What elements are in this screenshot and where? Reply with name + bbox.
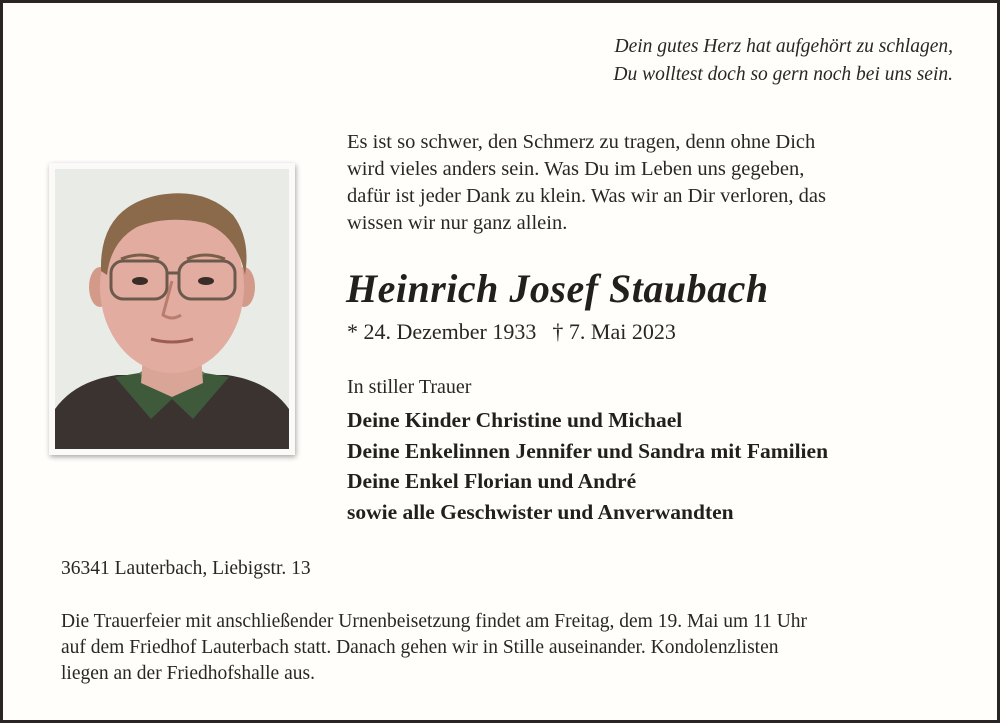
- poem-line: dafür ist jeder Dank zu klein. Was wir an Dir verloren, das: [347, 185, 826, 207]
- motto-line: Dein gutes Herz hat aufgehört zu schlagen,: [614, 36, 953, 57]
- service-line: Die Trauerfeier mit anschließender Urnenbeisetzung findet am Freitag, dem 19. Mai um 11 Uhr: [61, 611, 808, 632]
- life-dates: [347, 319, 676, 345]
- mourner-line: Deine Enkelinnen Jennifer und Sandra mit Familien: [347, 438, 829, 463]
- funeral-service-info: [61, 609, 807, 687]
- deceased-name: Heinrich Josef Staubach: [346, 266, 769, 311]
- mourner-line: sowie alle Geschwister und Anverwandten: [347, 499, 734, 524]
- motto-verse: [613, 33, 953, 89]
- family-address: 36341 Lauterbach, Liebigstr. 13: [61, 558, 311, 579]
- poem-line: wird vieles anders sein. Was Du im Leben uns gegeben,: [347, 158, 805, 180]
- mourner-line: Deine Enkel Florian und André: [347, 469, 637, 493]
- portrait-photo: [49, 163, 295, 455]
- mourner-line: Deine Kinder Christine und Michael: [347, 408, 683, 432]
- mourning-intro: In stiller Trauer: [347, 376, 472, 398]
- death-date: † 7. Mai 2023: [552, 319, 676, 344]
- mourners-list: [347, 405, 828, 527]
- portrait-illustration: [55, 169, 289, 449]
- poem-line: Es ist so schwer, den Schmerz zu tragen, denn ohne Dich: [347, 131, 816, 153]
- birth-date: * 24. Dezember 1933: [347, 319, 537, 344]
- poem-text: [347, 129, 826, 237]
- poem-line: wissen wir nur ganz allein.: [347, 212, 568, 234]
- service-line: auf dem Friedhof Lauterbach statt. Danach gehen wir in Stille auseinander. Kondolenzlisten: [61, 637, 779, 658]
- motto-line: Du wolltest doch so gern noch bei uns sein.: [613, 64, 953, 85]
- service-line: liegen an der Friedhofshalle aus.: [61, 663, 315, 684]
